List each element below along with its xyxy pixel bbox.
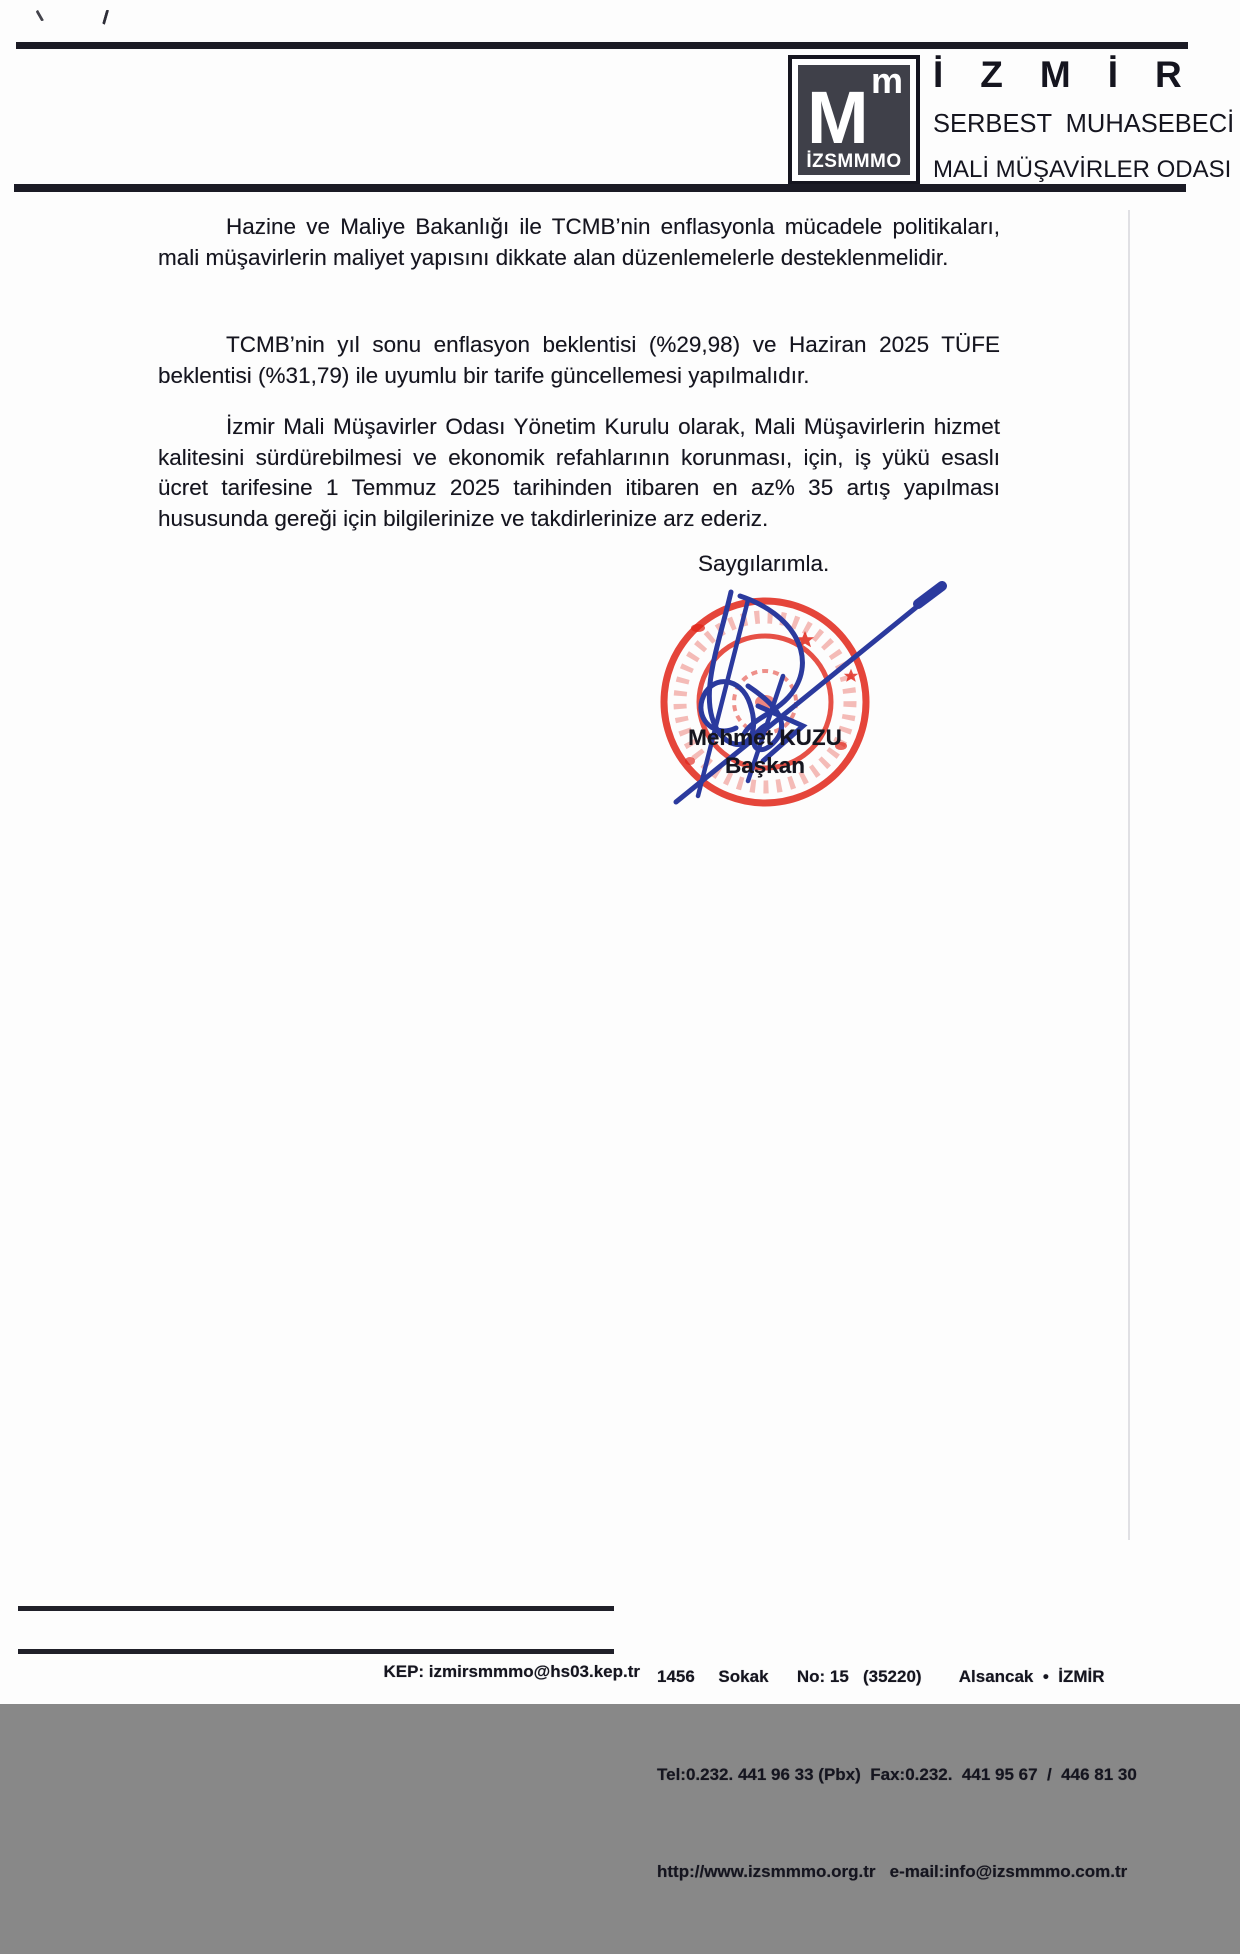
- logo-letter-m-small: m: [870, 60, 903, 101]
- closing-salutation: Saygılarımla.: [698, 551, 830, 576]
- logo-letter-m: M: [807, 76, 869, 159]
- header-rule-bottom: [14, 184, 1186, 192]
- paragraph: Hazine ve Maliye Bakanlığı ile TCMB’nin enflasyonla mücadele politikaları, mali müşavirlerin maliyet yapısını dikkate alan düzenlemelerle desteklenmelidir.: [158, 214, 1000, 270]
- pen-mark: [102, 9, 112, 25]
- paragraph: İzmir Mali Müşavirler Odası Yönetim Kurulu olarak, Mali Müşavirlerin hizmet kalitesini sürdürebilmesi ve ekonomik refahlarının korunması, için, iş yükü esaslı ücret tarifesine 1 Temmuz 2025 tarihinden itibaren en az% 35 artış yapılması hususunda gereği için bilgilerinize ve takdirlerinize arz ederiz.: [158, 414, 1000, 531]
- org-city: İZMİR: [933, 54, 1219, 95]
- footer-rule-2: [18, 1649, 614, 1654]
- signer-name: Mehmet KUZU: [688, 725, 842, 750]
- footer-web-line: http://www.izsmmmo.org.tr e-mail:info@izsmmmo.com.tr: [657, 1862, 1128, 1881]
- pen-mark: [35, 8, 46, 21]
- footer-contact-block: [657, 1596, 1137, 1954]
- footer-address-line: 1456 Sokak No: 15 (35220) Alsancak • İZMİR: [657, 1667, 1105, 1686]
- organization-title-block: [933, 54, 1235, 184]
- logo-square: [798, 60, 910, 175]
- kep-address: KEP: izmirsmmmo@hs03.kep.tr: [383, 1662, 640, 1681]
- org-name-line-1: SERBEST MUHASEBECİ: [933, 110, 1235, 138]
- footer-phone-line: Tel:0.232. 441 96 33 (Pbx) Fax:0.232. 441 95 67 / 446 81 30: [657, 1764, 1137, 1784]
- header-rule-top: [16, 42, 1188, 49]
- footer-rule-1: [18, 1606, 614, 1611]
- org-name-line-2: MALİ MÜŞAVİRLER ODASI: [933, 156, 1232, 183]
- paragraph: TCMB’nin yıl sonu enflasyon beklentisi (%29,98) ve Haziran 2025 TÜFE beklentisi (%31,79) ile uyumlu bir tarife güncellemesi yapılmalıdır.: [158, 332, 1000, 388]
- letter-body: [158, 212, 1000, 534]
- signer-title: Başkan: [724, 753, 806, 778]
- izsmmmo-logo: [788, 55, 920, 185]
- logo-caption: İZSMMMO: [806, 151, 902, 172]
- scan-edge-artifact: [1128, 210, 1130, 1540]
